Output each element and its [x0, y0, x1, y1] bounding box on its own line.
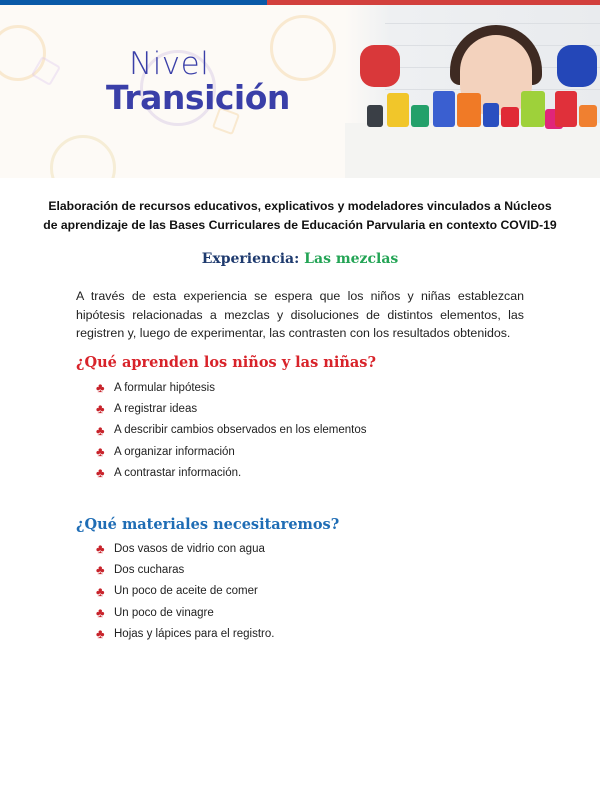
intro-paragraph: A través de esta experiencia se espera que los niños y niñas establezcan hipótesis relacionadas a mezclas y disoluciones de distintos elementos, las registren y, luego de experimentar, las contrasten con los resultados obtenidos. [76, 289, 524, 340]
list-item [96, 441, 367, 462]
learning-list [96, 377, 367, 483]
learning-heading: ¿Qué aprenden los niños y las niñas? [76, 354, 376, 371]
brand-line1: Nivel [129, 46, 210, 82]
club-icon: ♣ [96, 465, 105, 481]
club-icon: ♣ [96, 583, 105, 599]
list-item-text: Un poco de aceite de comer [114, 585, 258, 598]
list-item [96, 602, 274, 623]
club-icon: ♣ [96, 422, 105, 438]
experience-heading [0, 251, 600, 267]
experience-label: Experiencia: [201, 251, 300, 267]
club-icon: ♣ [96, 626, 105, 642]
club-icon: ♣ [96, 541, 105, 557]
list-item [96, 623, 274, 644]
list-item-text: A contrastar información. [114, 466, 242, 479]
doodle-face-icon [50, 135, 116, 178]
list-item-text: A organizar información [114, 445, 235, 458]
materials-heading: ¿Qué materiales necesitaremos? [76, 516, 340, 533]
table-surface [345, 123, 600, 178]
club-icon: ♣ [96, 380, 105, 396]
list-item-text: Un poco de vinagre [114, 606, 214, 619]
list-item-text: A describir cambios observados en los elementos [114, 424, 367, 437]
list-item-text: A registrar ideas [114, 402, 198, 415]
list-item [96, 538, 274, 559]
header-photo [345, 5, 600, 178]
red-painted-hand [360, 45, 400, 87]
list-item [96, 398, 367, 419]
list-item-text: Hojas y lápices para el registro. [114, 627, 275, 640]
club-icon: ♣ [96, 562, 105, 578]
document-title: Elaboración de recursos educativos, explicativos y modeladores vinculados a Núcleos de aprendizaje de las Bases Curriculares de Educación Parvularia en contexto COVID-19 [43, 199, 557, 232]
blue-painted-hand [557, 45, 597, 87]
list-item-text: A formular hipótesis [114, 381, 215, 394]
list-item [96, 559, 274, 580]
brand-logo [106, 48, 290, 116]
materials-list [96, 538, 274, 644]
list-item [96, 420, 367, 441]
header-banner [0, 5, 600, 178]
brand-line2: Transición [106, 78, 290, 117]
list-item [96, 462, 367, 483]
list-item-text: Dos vasos de vidrio con agua [114, 542, 265, 555]
experience-name: Las mezclas [304, 251, 399, 267]
club-icon: ♣ [96, 444, 105, 460]
club-icon: ♣ [96, 401, 105, 417]
list-item-text: Dos cucharas [114, 563, 185, 576]
list-item [96, 581, 274, 602]
list-item [96, 377, 367, 398]
club-icon: ♣ [96, 605, 105, 621]
